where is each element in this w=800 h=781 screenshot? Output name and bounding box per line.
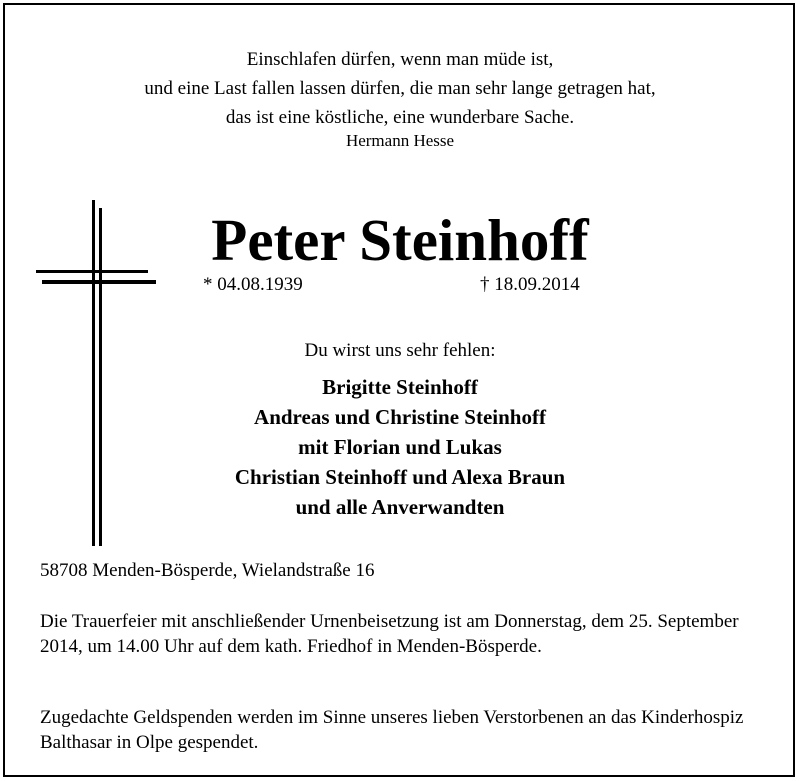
quote-line: und eine Last fallen lassen dürfen, die man sehr lange getragen hat, — [144, 78, 656, 99]
mourner: Brigitte Steinhoff — [322, 375, 478, 399]
quote-line: das ist eine köstliche, eine wunderbare Sache. — [225, 107, 575, 128]
deceased-name: Peter Steinhoff — [211, 207, 589, 273]
mourner: Andreas und Christine Steinhoff — [254, 405, 546, 429]
quote — [0, 45, 800, 132]
mourner: Christian Steinhoff und Alexa Braun — [234, 465, 566, 489]
mourner: und alle Anverwandten — [295, 495, 505, 519]
birth-date: * 04.08.1939 — [203, 274, 303, 295]
mourner: mit Florian und Lukas — [298, 435, 502, 459]
intro-text: Du wirst uns sehr fehlen: — [304, 340, 496, 361]
death-date: † 18.09.2014 — [480, 274, 580, 295]
mourners-list — [0, 372, 800, 522]
quote-author: Hermann Hesse — [345, 131, 455, 150]
quote-line: Einschlafen dürfen, wenn man müde ist, — [246, 49, 554, 70]
ceremony-paragraph: Die Trauerfeier mit anschließender Urnenbeisetzung ist am Donnerstag, dem 25. September 2014, um 14.00 Uhr auf dem kath. Friedhof in Menden-Bösperde. — [40, 611, 739, 657]
address: 58708 Menden-Bösperde, Wielandstraße 16 — [40, 560, 375, 581]
donations-paragraph: Zugedachte Geldspenden werden im Sinne unseres lieben Verstorbenen an das Kinderhospiz Balthasar in Olpe gespendet. — [40, 707, 744, 753]
